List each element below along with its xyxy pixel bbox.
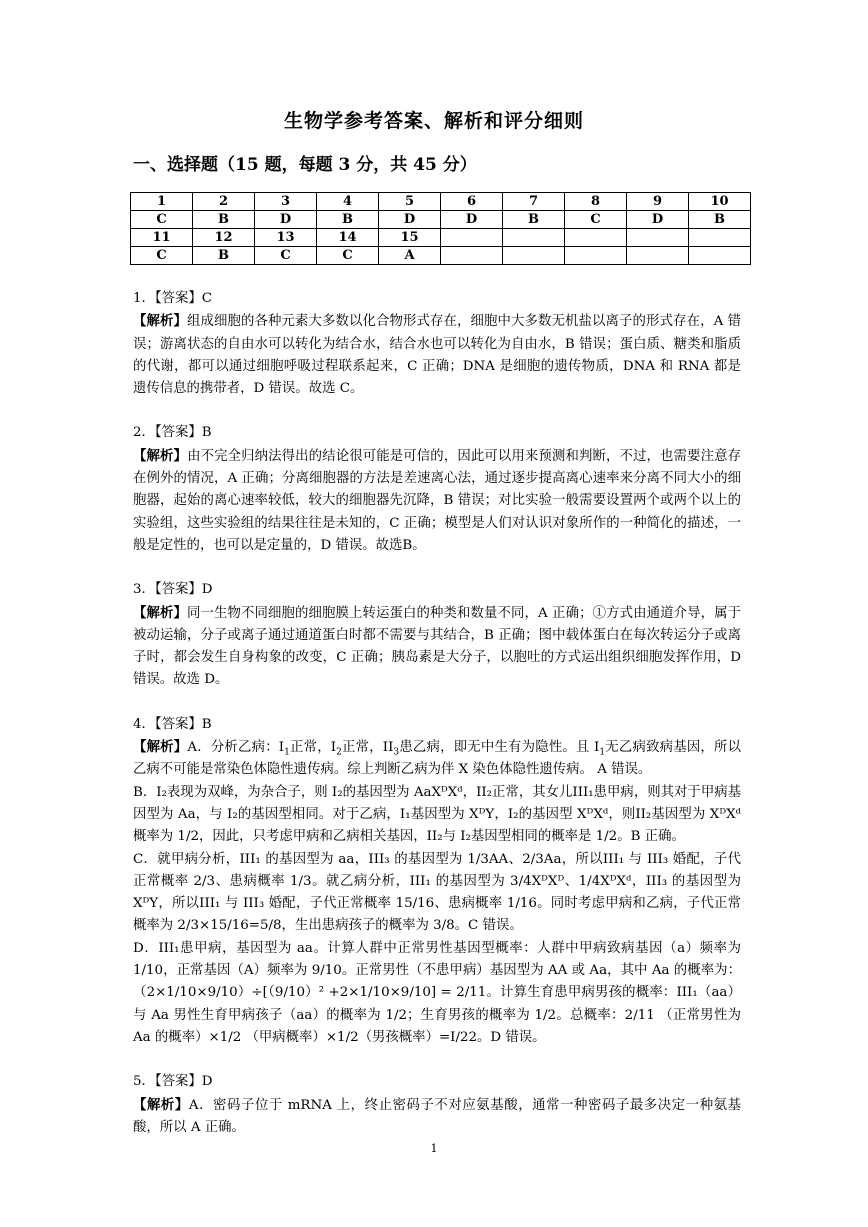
analysis-tag: 【解析】 bbox=[133, 1096, 189, 1113]
answer-line: 1．【答案】C bbox=[133, 291, 213, 306]
table-cell: B bbox=[317, 211, 379, 229]
table-cell: 1 bbox=[131, 193, 193, 211]
table-cell: C bbox=[565, 211, 627, 229]
table-cell bbox=[441, 247, 503, 265]
answer-line: 3．【答案】D bbox=[133, 582, 213, 598]
option-c-text: C．就甲病分析，III₁ 的基因型为 aa，III₃ 的基因型为 1/3AA、2/3Aa，所以III₁ 与 III₃ 婚配，子代正常概率 2/3、患病概率 1/3。就乙病分析，III₁ 的基因型为 3/4XᴰXᴰ、1/4XᴰXᵈ，III₃ 的基因型为 XᴰY，所以III₁ 与 III₃ 婚配，子代正常概率 15/16、患病概率 1/16。同时考虑甲病和乙病，子代正常概率为 2/3×15/16=5/8，生出患病孩子的概率为 3/8。C 错误。 bbox=[133, 851, 741, 934]
option-d-text: D．III₁患甲病，基因型为 aa。计算人群中正常男性基因型概率：人群中甲病致病基因（a）频率为 1/10，正常基因（A）频率为 9/10。正常男性（不患甲病）基因型为 AA 或 Aa，其中 Aa 的概率为：（2×1/10×9/10）÷[（9/10）² +2×1/10×9/10] = 2/11。计算生育患甲病男孩的概率：III₁（aa）与 Aa 男性生育甲病孩子（aa）的概率为 1/2；生育男孩的概率为 1/2。总概率：2/11 （正常男性为 Aa 的概率）×1/2 （甲病概率）×1/2（男孩概率）=I/22。D 错误。 bbox=[133, 940, 741, 1045]
table-cell: 9 bbox=[627, 193, 689, 211]
table-cell: D bbox=[379, 211, 441, 229]
table-cell: D bbox=[627, 211, 689, 229]
table-cell: 8 bbox=[565, 193, 627, 211]
table-cell bbox=[441, 229, 503, 247]
table-cell: B bbox=[689, 211, 751, 229]
table-cell: 4 bbox=[317, 193, 379, 211]
table-cell bbox=[627, 229, 689, 247]
table-cell bbox=[627, 247, 689, 265]
analysis-tag: 【解析】 bbox=[133, 447, 188, 464]
table-cell bbox=[689, 247, 751, 265]
table-cell: C bbox=[131, 211, 193, 229]
table-cell: C bbox=[255, 247, 317, 265]
table-cell: A bbox=[379, 247, 441, 265]
table-cell: C bbox=[131, 247, 193, 265]
table-cell: B bbox=[193, 247, 255, 265]
page-title: 生物学参考答案、解析和评分细则 bbox=[283, 110, 584, 132]
table-cell: 11 bbox=[131, 229, 193, 247]
table-cell: B bbox=[193, 211, 255, 229]
table-cell: C bbox=[317, 247, 379, 265]
table-cell: 10 bbox=[689, 193, 751, 211]
table-row bbox=[131, 229, 751, 247]
analysis-text: 【解析】A．密码子位于 mRNA 上，终止密码子不对应氨基酸，通常一种密码子最多决定一种氨基酸，所以 A 正确。 bbox=[133, 1096, 742, 1135]
table-cell: 2 bbox=[193, 193, 255, 211]
answer-line: 4．【答案】B bbox=[133, 716, 212, 732]
analysis-text: 【解析】A．分析乙病：$I_1$正常，$I_2$正常，$II_3$患乙病，即无中生有为隐性。且 $I_1$无乙病致病基因，所以乙病不可能是常染色体隐性遗传病。综上判断乙病为伴 X 染色体隐性遗传病。 A 错误。 bbox=[133, 739, 742, 778]
option-b-text: B．I₂表现为双峰，为杂合子，则 I₂的基因型为 AaXᴰXᵈ，II₂正常，其女儿III₁患甲病，则其对于甲病基因型为 Aa，与 I₂的基因型相同。对于乙病，I₁基因型为 XᴰY，I₂的基因型 XᴰXᵈ，则II₂基因型为 XᴰXᵈ概率为 1/2，因此，只考虑甲病和乙病相关基因，II₂与 I₂基因型相同的概率是 1/2。B 正确。 bbox=[133, 784, 741, 845]
table-cell: 14 bbox=[317, 229, 379, 247]
answer-table bbox=[130, 192, 751, 265]
table-cell: D bbox=[255, 211, 317, 229]
table-cell: 6 bbox=[441, 193, 503, 211]
table-cell: 15 bbox=[379, 229, 441, 247]
analysis-tag: 【解析】 bbox=[133, 604, 188, 621]
analysis-tag: 【解析】 bbox=[133, 739, 188, 756]
section-heading: 一、选择题（15 题，每题 3 分，共 45 分） bbox=[133, 155, 477, 175]
table-cell bbox=[503, 229, 565, 247]
table-cell bbox=[565, 247, 627, 265]
analysis-tag: 【解析】 bbox=[133, 313, 188, 330]
table-cell: 12 bbox=[193, 229, 255, 247]
table-cell: 13 bbox=[255, 229, 317, 247]
page-number: 1 bbox=[430, 1142, 438, 1155]
table-cell: D bbox=[441, 211, 503, 229]
table-row bbox=[131, 247, 751, 265]
analysis-text: 【解析】同一生物不同细胞的细胞膜上转运蛋白的种类和数量不同，A 正确；①方式由通道介导，属于被动运输，分子或离子通过通道蛋白时都不需要与其结合，B 正确；图中载体蛋白在每次转运分子或离子时，都会发生自身构象的改变，C 正确；胰岛素是大分子，以胞吐的方式运出组织细胞发挥作用，D 错误。故选 D。 bbox=[133, 604, 741, 688]
table-cell: 3 bbox=[255, 193, 317, 211]
table-cell bbox=[689, 229, 751, 247]
table-cell: B bbox=[503, 211, 565, 229]
question-4 bbox=[133, 714, 741, 1049]
table-row bbox=[131, 193, 751, 211]
question-2 bbox=[133, 422, 741, 557]
table-cell: 5 bbox=[379, 193, 441, 211]
analysis-text: 【解析】由不完全归纳法得出的结论很可能是可信的，因此可以用来预测和判断，不过，也需要注意存在例外的情况，A 正确；分离细胞器的方法是差速离心法，通过逐步提高离心速率来分离不同大小的细胞器，起始的离心速率较低，较大的细胞器先沉降，B 错误；对比实验一般需要设置两个或两个以上的实验组，这些实验组的结果往往是未知的，C 正确；模型是人们对认识对象所作的一种简化的描述，一般是定性的，也可以是定量的，D 错误。故选B。 bbox=[133, 447, 742, 553]
table-cell: 7 bbox=[503, 193, 565, 211]
table-cell bbox=[565, 229, 627, 247]
table-row bbox=[131, 211, 751, 229]
question-3 bbox=[133, 579, 741, 691]
table-cell bbox=[503, 247, 565, 265]
analysis-text: 【解析】组成细胞的各种元素大多数以化合物形式存在，细胞中大多数无机盐以离子的形式存在，A 错误；游离状态的自由水可以转化为结合水，结合水也可以转化为自由水，B 错误；蛋白质、糖类和脂质的代谢，都可以通过细胞呼吸过程联系起来，C 正确；DNA 是细胞的遗传物质，DNA 和 RNA 都是遗传信息的携带者，D 错误。故选 C。 bbox=[133, 313, 741, 397]
explanations bbox=[133, 288, 741, 1139]
answer-line: 2．【答案】B bbox=[133, 425, 212, 441]
question-5 bbox=[133, 1071, 741, 1139]
answer-line: 5．【答案】D bbox=[133, 1074, 213, 1090]
question-1 bbox=[133, 288, 741, 400]
